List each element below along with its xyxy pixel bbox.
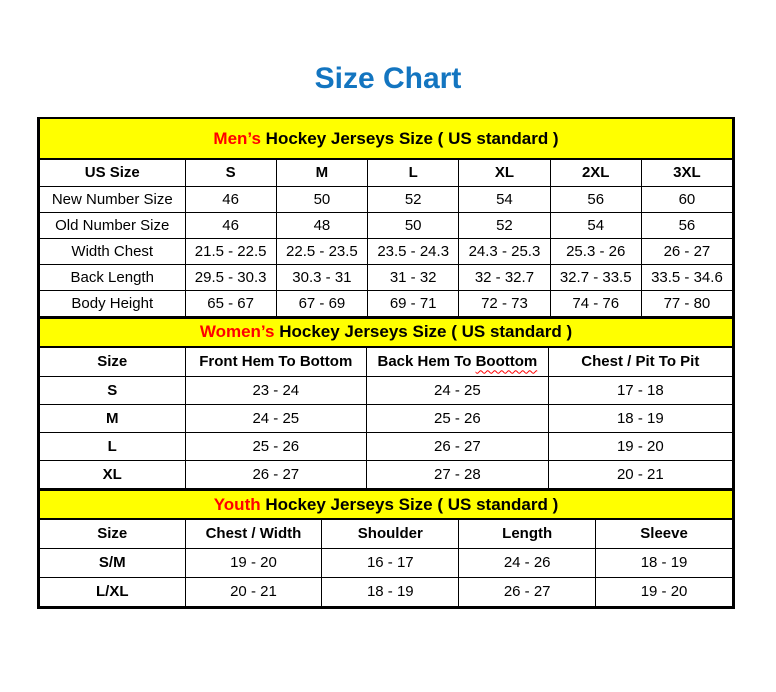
womens-band-highlight: Women’s [199, 322, 275, 341]
mens-row-width-chest [40, 238, 733, 264]
womens-col-header-chest: Chest / Pit To Pit [548, 347, 732, 377]
womens-row-l [40, 433, 733, 461]
youth-band-highlight: Youth [213, 494, 261, 514]
mens-cell: 50 [368, 212, 459, 238]
youth-section-band [40, 490, 733, 519]
mens-cell: 46 [185, 186, 276, 212]
mens-cell: 23.5 - 24.3 [368, 238, 459, 264]
mens-row-new-number [40, 186, 733, 212]
womens-band-cell [40, 318, 733, 347]
mens-col-header-s: S [185, 159, 276, 186]
womens-cell: 23 - 24 [185, 377, 367, 405]
mens-cell: 56 [550, 186, 641, 212]
mens-band-cell [40, 119, 733, 159]
youth-cell: 16 - 17 [322, 548, 459, 577]
mens-cell: 60 [641, 186, 732, 212]
mens-cell: 48 [276, 212, 367, 238]
page-title: Size Chart [314, 62, 462, 95]
mens-cell: 22.5 - 23.5 [276, 238, 367, 264]
mens-col-header-us-size: US Size [40, 159, 186, 186]
mens-cell: 65 - 67 [185, 290, 276, 316]
mens-col-header-xl: XL [459, 159, 550, 186]
mens-cell: 24.3 - 25.3 [459, 238, 550, 264]
mens-cell: 32.7 - 33.5 [550, 264, 641, 290]
mens-cell: 54 [459, 186, 550, 212]
womens-cell: 25 - 26 [367, 405, 549, 433]
youth-row-sm [40, 548, 733, 577]
mens-row-old-number [40, 212, 733, 238]
mens-cell: 52 [459, 212, 550, 238]
womens-row-s [40, 377, 733, 405]
womens-row-label: M [40, 405, 186, 433]
womens-cell: 19 - 20 [548, 433, 732, 461]
back-hem-misspelled-word: Boottom [475, 353, 538, 371]
mens-cell: 31 - 32 [368, 264, 459, 290]
womens-cell: 26 - 27 [367, 433, 549, 461]
womens-row-label: S [40, 377, 186, 405]
mens-row-label: New Number Size [40, 186, 186, 212]
youth-header-row [40, 519, 733, 548]
youth-cell: 18 - 19 [322, 577, 459, 606]
mens-col-header-3xl: 3XL [641, 159, 732, 186]
womens-cell: 24 - 25 [367, 377, 549, 405]
mens-col-header-2xl: 2XL [550, 159, 641, 186]
youth-row-label: L/XL [40, 577, 186, 606]
youth-col-header-chest-width: Chest / Width [185, 519, 322, 548]
youth-cell: 18 - 19 [596, 548, 733, 577]
youth-band-rest: Hockey Jerseys Size ( US standard ) [260, 494, 559, 514]
womens-col-header-back-hem [367, 347, 549, 377]
mens-row-label: Old Number Size [40, 212, 186, 238]
mens-cell: 69 - 71 [368, 290, 459, 316]
womens-cell: 26 - 27 [185, 461, 367, 489]
womens-row-label: L [40, 433, 186, 461]
mens-band-rest: Hockey Jerseys Size ( US standard ) [260, 128, 559, 148]
youth-cell: 20 - 21 [185, 577, 322, 606]
mens-cell: 54 [550, 212, 641, 238]
womens-row-xl [40, 461, 733, 489]
mens-cell: 56 [641, 212, 732, 238]
womens-cell: 18 - 19 [548, 405, 732, 433]
youth-band-cell [40, 490, 733, 519]
womens-cell: 25 - 26 [185, 433, 367, 461]
mens-row-label: Body Height [40, 290, 186, 316]
womens-cell: 24 - 25 [185, 405, 367, 433]
mens-col-header-m: M [276, 159, 367, 186]
womens-section-band [40, 318, 733, 347]
womens-col-header-front-hem: Front Hem To Bottom [185, 347, 367, 377]
youth-col-header-shoulder: Shoulder [322, 519, 459, 548]
mens-cell: 72 - 73 [459, 290, 550, 316]
mens-row-back-length [40, 264, 733, 290]
womens-cell: 27 - 28 [367, 461, 549, 489]
mens-col-header-l: L [368, 159, 459, 186]
mens-cell: 30.3 - 31 [276, 264, 367, 290]
womens-cell: 20 - 21 [548, 461, 732, 489]
womens-cell: 17 - 18 [548, 377, 732, 405]
mens-row-label: Width Chest [40, 238, 186, 264]
mens-cell: 67 - 69 [276, 290, 367, 316]
youth-size-table [39, 489, 733, 607]
size-chart-tables [37, 117, 735, 609]
mens-cell: 74 - 76 [550, 290, 641, 316]
mens-cell: 52 [368, 186, 459, 212]
mens-cell: 50 [276, 186, 367, 212]
mens-size-table [39, 119, 733, 317]
mens-row-label: Back Length [40, 264, 186, 290]
mens-cell: 25.3 - 26 [550, 238, 641, 264]
womens-row-label: XL [40, 461, 186, 489]
youth-cell: 19 - 20 [185, 548, 322, 577]
youth-col-header-sleeve: Sleeve [596, 519, 733, 548]
mens-cell: 21.5 - 22.5 [185, 238, 276, 264]
mens-cell: 32 - 32.7 [459, 264, 550, 290]
mens-section-band [40, 119, 733, 159]
womens-header-row [40, 347, 733, 377]
mens-cell: 33.5 - 34.6 [641, 264, 732, 290]
mens-cell: 46 [185, 212, 276, 238]
youth-row-lxl [40, 577, 733, 606]
womens-col-header-size: Size [40, 347, 186, 377]
youth-col-header-length: Length [459, 519, 596, 548]
youth-cell: 26 - 27 [459, 577, 596, 606]
youth-cell: 19 - 20 [596, 577, 733, 606]
mens-row-body-height [40, 290, 733, 316]
mens-cell: 77 - 80 [641, 290, 732, 316]
womens-size-table [39, 317, 733, 490]
womens-row-m [40, 405, 733, 433]
youth-row-label: S/M [40, 548, 186, 577]
back-hem-prefix: Back Hem To [377, 353, 476, 371]
womens-band-rest: Hockey Jerseys Size ( US standard ) [274, 322, 573, 341]
youth-col-header-size: Size [40, 519, 186, 548]
mens-cell: 26 - 27 [641, 238, 732, 264]
mens-cell: 29.5 - 30.3 [185, 264, 276, 290]
youth-cell: 24 - 26 [459, 548, 596, 577]
mens-band-highlight: Men’s [213, 128, 261, 148]
mens-header-row [40, 159, 733, 186]
